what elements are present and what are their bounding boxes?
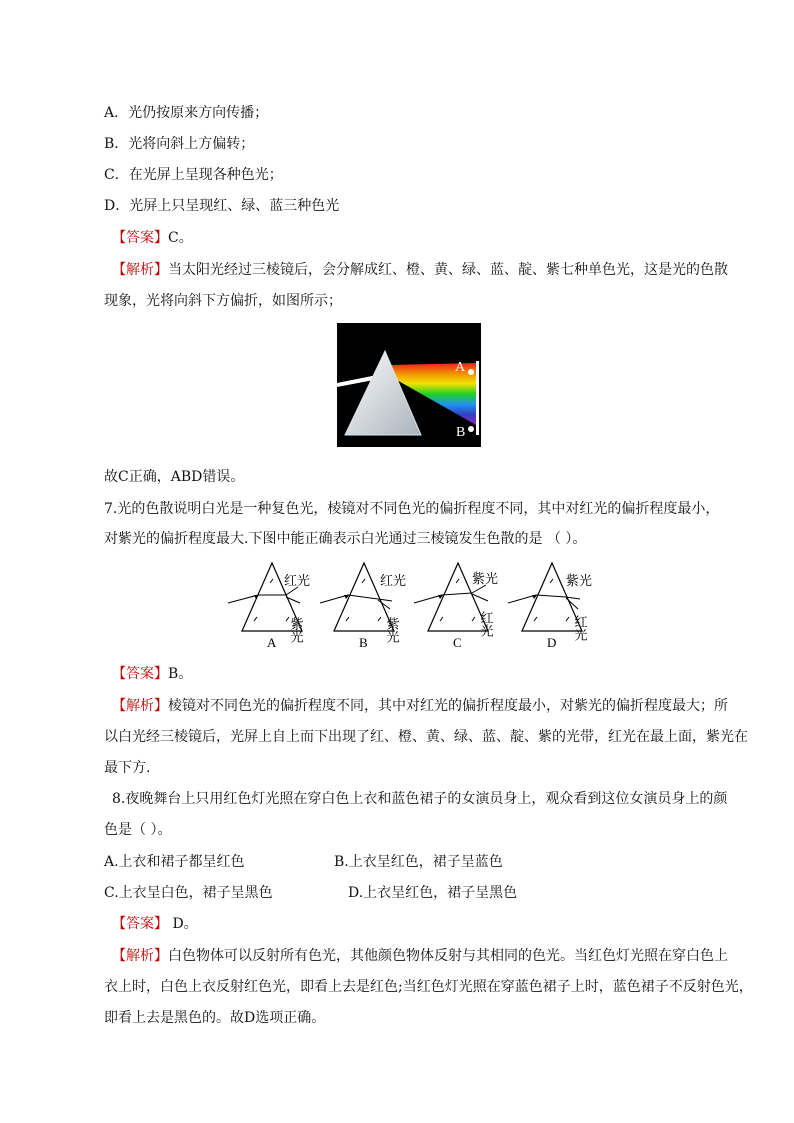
diagram-d-top-label: 紫光 [566,573,593,588]
q8-option-d: D.上衣呈红色，裙子呈黑色 [348,885,518,901]
q8-option-b: B.上衣呈红色，裙子呈蓝色 [334,854,503,870]
q6-analysis-line-1 [112,261,728,279]
q8-stem-line-2: 色是（ ）。 [104,822,172,838]
diagram-c [414,563,498,650]
q7-answer [112,665,192,683]
diagram-c-letter: C [453,635,462,650]
q7-diagrams-svg [226,559,602,651]
q6-option-c: C．在光屏上呈现各种色光； [104,167,283,183]
diagram-b [320,563,406,650]
diagram-a-bottom-label: 紫光 [288,617,304,643]
analysis-text: 白色物体可以反射所有色光，其他颜色物体反射与其相同的色光。当红色灯光照在穿白色上 [168,948,728,964]
q7-analysis-line-1 [112,697,728,715]
analysis-text: 当太阳光经过三棱镜后，会分解成红、橙、黄、绿、蓝、靛、紫七种单色光，这是光的色散 [168,262,728,278]
q6-answer [112,229,193,247]
prism-dispersion-figure [337,323,481,447]
light-screen [476,361,479,435]
diagram-a-top-label: 红光 [284,573,311,588]
q6-analysis-line-2: 现象，光将向斜下方偏折，如图所示； [104,293,342,309]
prism-dispersion-svg [337,323,481,447]
diagram-b-letter: B [359,635,368,650]
q7-stem-line-2: 对紫光的偏折程度最大.下图中能正确表示白光通过三棱镜发生色散的是 （ ）。 [104,531,587,547]
q7-analysis-line-2: 以白光经三棱镜后，光屏上自上而下出现了红、橙、黄、绿、蓝、靛、紫的光带，红光在最上面，紫光在 [104,729,748,745]
diagram-d [508,563,592,650]
diagram-b-bottom-label: 紫光 [384,617,400,643]
q6-option-a: A．光仍按原来方向传播； [104,105,269,121]
answer-tag: 【答案】 [112,230,168,246]
diagram-c-top-label: 紫光 [472,571,499,586]
analysis-tag: 【解析】 [112,948,168,964]
diagram-a [228,563,310,650]
q6-option-b: B．光将向斜上方偏转； [104,136,255,152]
q8-analysis-line-1 [112,947,728,965]
point-b-marker [468,426,474,432]
diagram-d-bottom-label: 红光 [572,615,588,641]
q8-stem-line-1: 8.夜晚舞台上只用红色灯光照在穿白色上衣和蓝色裙子的女演员身上，观众看到这位女演员身上的颜 [112,791,728,807]
point-b-label: B [456,425,466,440]
q6-conclusion: 故C正确，ABD错误。 [104,469,245,485]
q7-analysis-line-3: 最下方. [104,760,151,776]
analysis-tag: 【解析】 [112,262,168,278]
point-a-marker [468,369,474,375]
analysis-text: 棱镜对不同色光的偏折程度不同，其中对红光的偏折程度最小，对紫光的偏折程度最大；所 [168,698,728,714]
q7-prism-diagrams [226,559,602,651]
answer-value: D。 [168,916,198,932]
q8-analysis-line-2: 衣上时，白色上衣反射红色光，即看上去是红色;当红色灯光照在穿蓝色裙子上时，蓝色裙子不反射色光， [104,979,753,995]
analysis-tag: 【解析】 [112,698,168,714]
answer-tag: 【答案】 [112,666,168,682]
q8-answer [112,915,198,933]
diagram-b-top-label: 红光 [380,573,407,588]
prism-shape [345,351,421,435]
diagram-c-bottom-label: 红光 [478,611,494,637]
q8-option-a: A.上衣和裙子都呈红色 [104,854,245,870]
answer-tag: 【答案】 [112,916,168,932]
q6-option-d: D．光屏上只呈现红、绿、蓝三种色光 [104,198,340,214]
diagram-a-letter: A [267,635,277,650]
q8-option-c: C.上衣呈白色，裙子呈黑色 [104,885,273,901]
q7-stem-line-1: 7.光的色散说明白光是一种复色光，棱镜对不同色光的偏折程度不同，其中对红光的偏折程度最小， [104,501,720,517]
point-a-label: A [455,360,466,375]
diagram-d-letter: D [547,635,557,650]
q8-analysis-line-3: 即看上去是黑色的。故D选项正确。 [104,1010,326,1026]
answer-value: B。 [168,666,193,682]
answer-value: C。 [168,230,193,246]
